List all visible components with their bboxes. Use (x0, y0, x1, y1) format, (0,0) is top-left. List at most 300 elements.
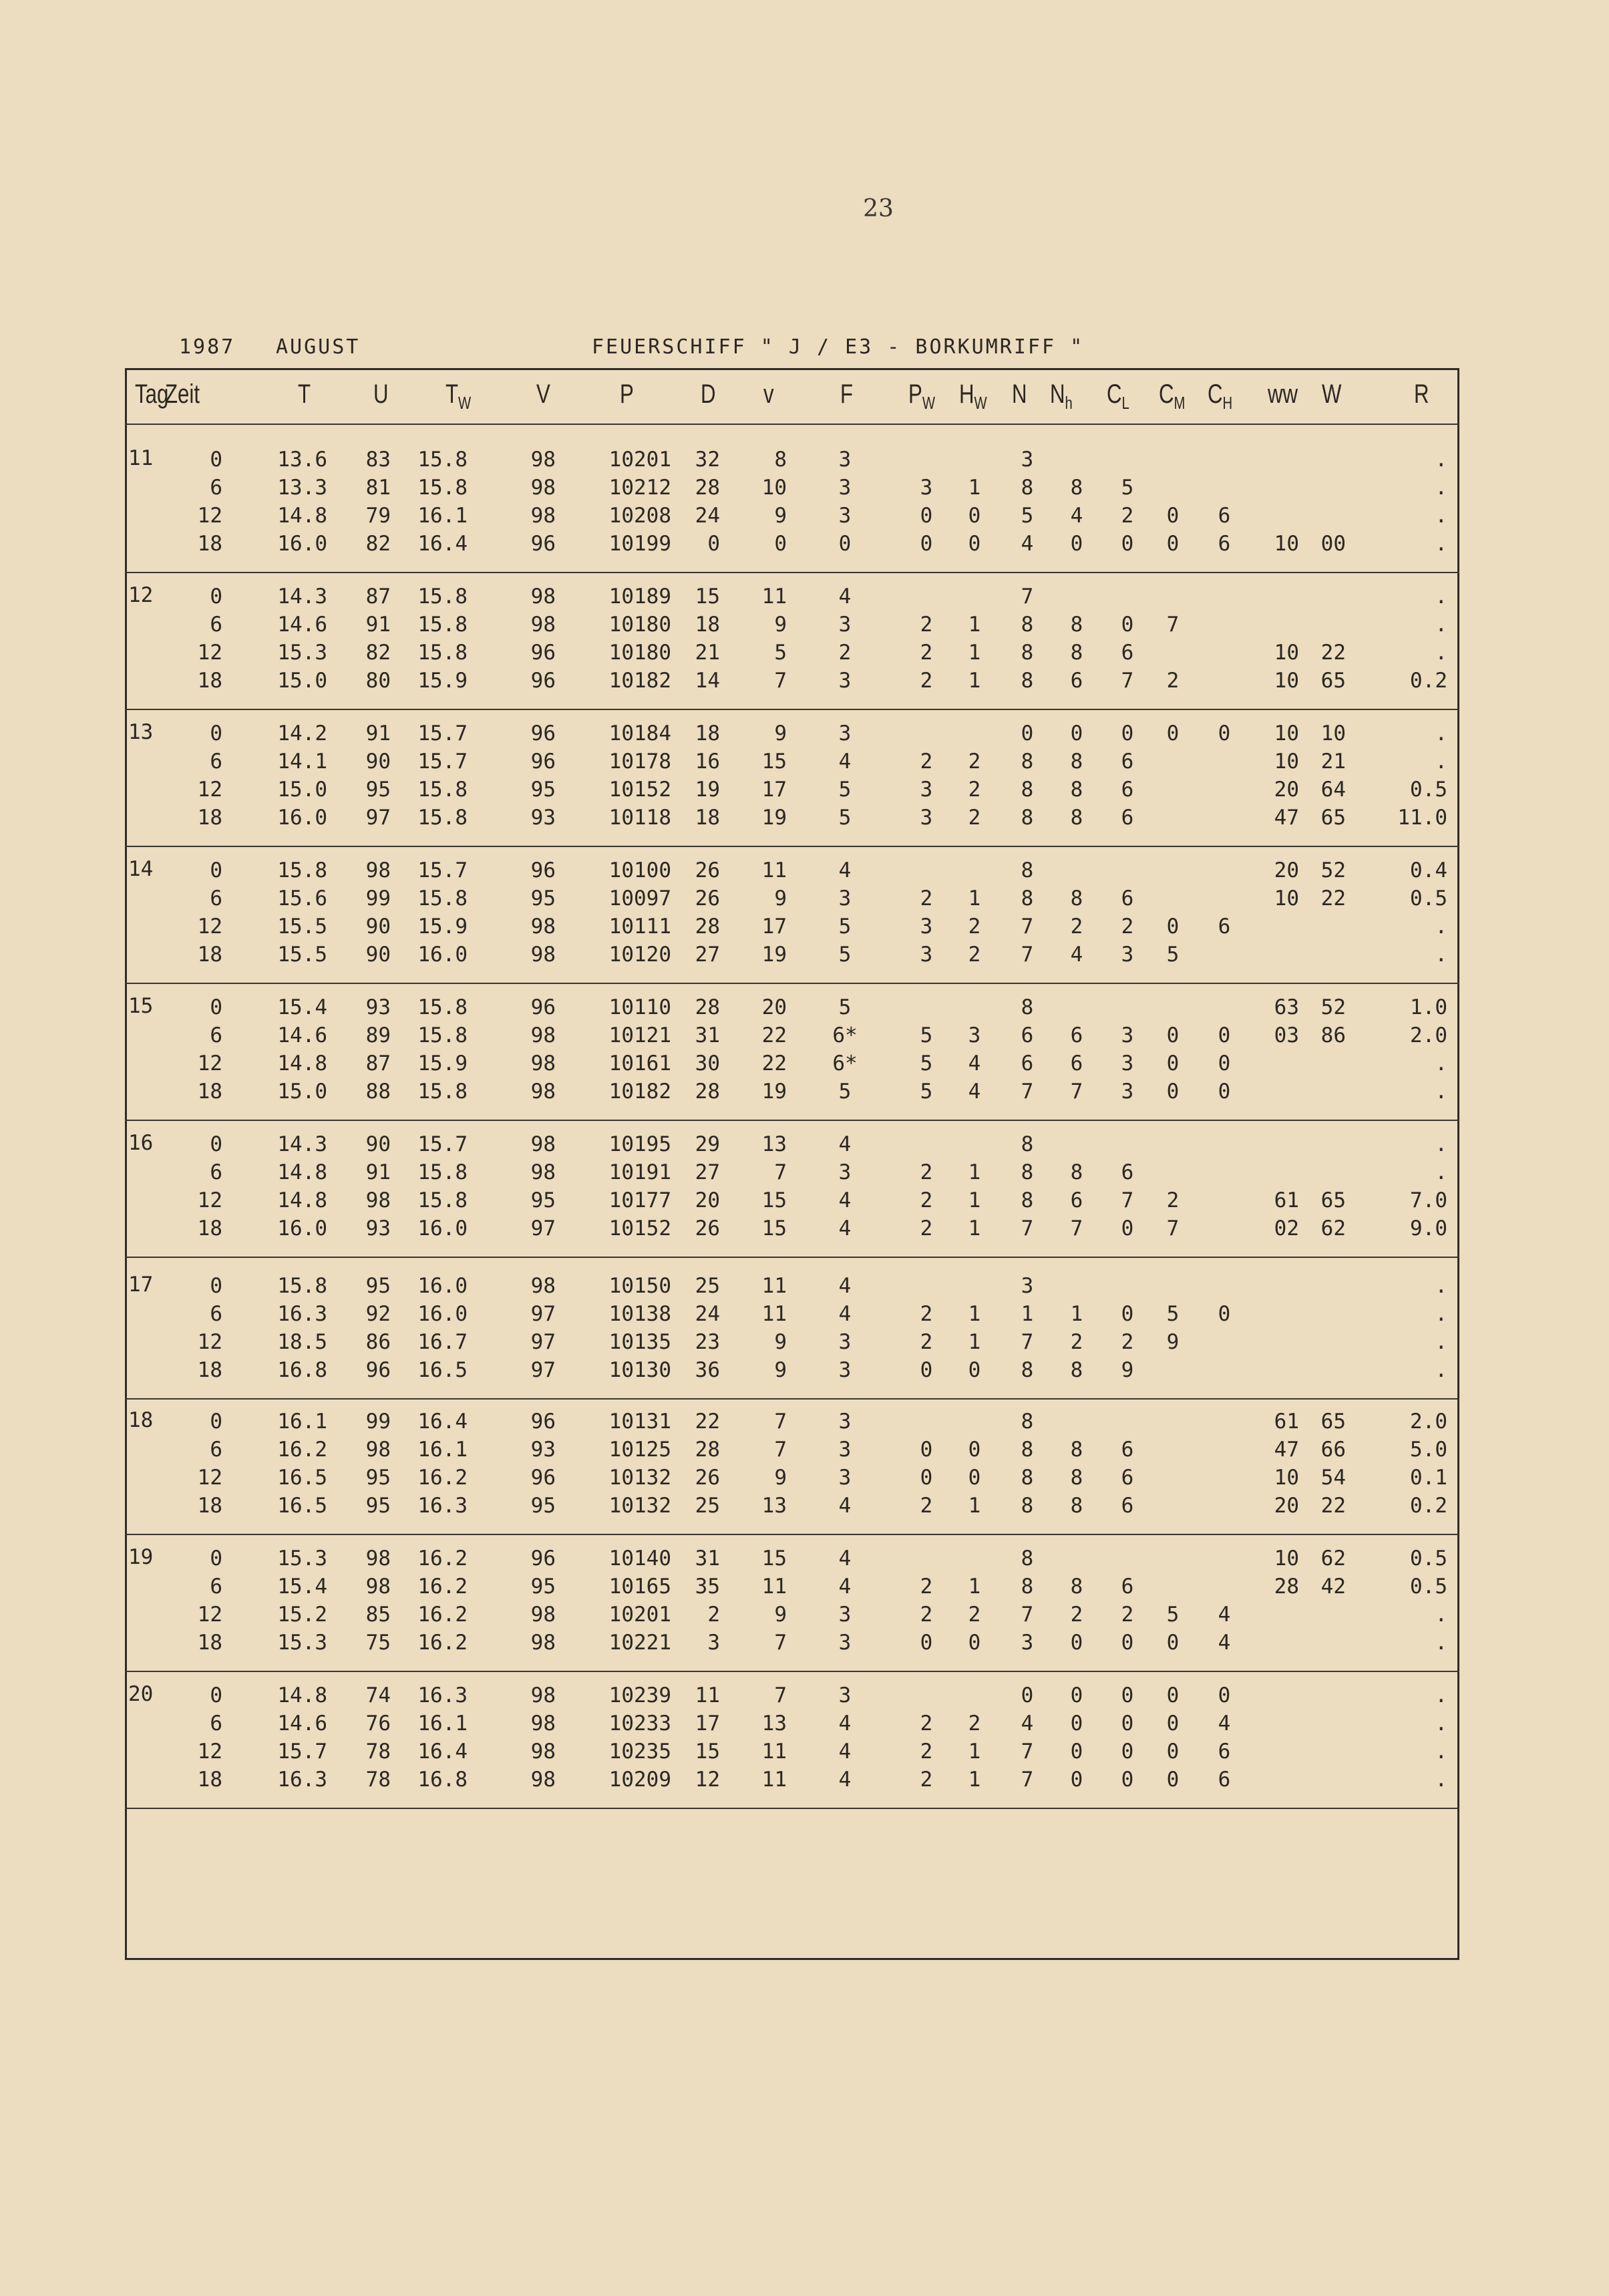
table-cell: 30 (695, 1051, 720, 1076)
table-cell: 16.2 (417, 1466, 468, 1490)
table-cell: 10131 (608, 1410, 671, 1434)
table-cell: 15.3 (277, 1546, 327, 1571)
table-cell: 10111 (608, 915, 671, 939)
table-cell: 0 (1218, 1302, 1231, 1326)
table-cell: 16.1 (417, 1438, 468, 1462)
table-cell: 62 (1320, 1546, 1346, 1571)
table-cell: 98 (530, 943, 556, 967)
table-cell: 2 (1121, 1330, 1134, 1354)
table-cell: 2 (1121, 915, 1134, 939)
table-cell: 2 (920, 750, 933, 774)
table-cell: 0 (1218, 1683, 1231, 1707)
table-cell: 10 (1274, 1466, 1299, 1490)
table-cell: 15.8 (417, 585, 468, 609)
table-cell: 99 (365, 1410, 391, 1434)
column-header: R (1414, 379, 1429, 409)
table-cell: 4 (1070, 504, 1083, 528)
table-cell: 0 (1070, 1740, 1083, 1764)
table-cell: 64 (1320, 778, 1346, 802)
table-cell: 5 (838, 943, 852, 967)
table-cell: 98 (365, 1188, 391, 1212)
table-cell: 90 (365, 750, 391, 774)
table-cell: . (1435, 1160, 1447, 1184)
table-cell: 15.8 (417, 1160, 468, 1184)
table-cell: 16.2 (417, 1603, 468, 1627)
table-cell: 2 (1166, 1188, 1180, 1212)
table-cell: 8 (774, 448, 787, 472)
table-cell: 7 (1166, 613, 1180, 637)
table-cell: 96 (530, 750, 556, 774)
table-cell: 6 (1021, 1023, 1034, 1047)
table-cell: 11 (761, 1575, 787, 1599)
table-cell: 2 (1166, 669, 1180, 693)
table-cell: 18 (197, 1768, 222, 1792)
table-cell: 0 (968, 1631, 981, 1655)
table-cell: 14.3 (277, 1132, 327, 1156)
table-cell: 98 (530, 1023, 556, 1047)
table-cell: 8 (1021, 1575, 1034, 1599)
table-cell: 0 (210, 1683, 222, 1707)
table-cell: 15.4 (277, 1575, 327, 1599)
table-cell: . (1435, 585, 1447, 609)
day-label: 14 (128, 857, 154, 881)
day-separator (125, 1120, 1459, 1121)
table-cell: 52 (1320, 858, 1346, 882)
table-cell: 1 (968, 1575, 981, 1599)
table-cell: 11 (761, 858, 787, 882)
table-cell: 16.3 (277, 1768, 327, 1792)
day-separator (125, 1257, 1459, 1258)
table-cell: 8 (1070, 1494, 1083, 1518)
table-cell: 10140 (608, 1546, 671, 1571)
table-cell: 2 (920, 1768, 933, 1792)
table-cell: 8 (1070, 1358, 1083, 1382)
table-cell: 7 (774, 1631, 787, 1655)
table-cell: 7 (774, 1438, 787, 1462)
table-cell: 15.9 (417, 669, 468, 693)
table-cell: 22 (1320, 641, 1346, 665)
table-cell: 00 (1320, 532, 1346, 556)
table-cell: 1 (968, 1302, 981, 1326)
day-separator (125, 983, 1459, 984)
table-cell: 2 (968, 806, 981, 830)
table-cell: 1 (968, 886, 981, 911)
table-cell: 18 (197, 1631, 222, 1655)
table-cell: 10201 (608, 1603, 671, 1627)
table-cell: 0 (1070, 532, 1083, 556)
table-cell: 87 (365, 585, 391, 609)
table-cell: 4 (838, 1546, 852, 1571)
table-cell: 2 (707, 1603, 720, 1627)
table-cell: 15.0 (277, 669, 327, 693)
day-label: 19 (128, 1545, 154, 1569)
table-cell: 83 (365, 448, 391, 472)
table-cell: 5 (838, 806, 852, 830)
table-cell: 16.3 (417, 1683, 468, 1707)
table-cell: 98 (530, 1740, 556, 1764)
table-cell: 8 (1070, 1438, 1083, 1462)
table-cell: 5 (920, 1080, 933, 1104)
table-cell: 42 (1320, 1575, 1346, 1599)
table-cell: 90 (365, 1132, 391, 1156)
table-cell: 95 (530, 886, 556, 911)
table-cell: 15.5 (277, 915, 327, 939)
table-cell: 5 (920, 1023, 933, 1047)
table-cell: 20 (1274, 858, 1299, 882)
table-cell: 65 (1320, 669, 1346, 693)
table-cell: 0.4 (1410, 858, 1447, 882)
table-cell: 8 (1021, 995, 1034, 1019)
table-cell: 3 (1121, 1080, 1134, 1104)
table-cell: 8 (1070, 1160, 1083, 1184)
table-cell: 0 (1166, 1051, 1180, 1076)
table-cell: 93 (530, 1438, 556, 1462)
header-month: AUGUST (276, 335, 361, 359)
table-cell: 31 (695, 1546, 720, 1571)
table-cell: 5 (1166, 1603, 1180, 1627)
table-cell: 97 (530, 1330, 556, 1354)
table-cell: 8 (1070, 886, 1083, 911)
table-cell: 16.2 (417, 1631, 468, 1655)
table-cell: 2 (968, 778, 981, 802)
table-cell: . (1435, 448, 1447, 472)
table-cell: 98 (530, 476, 556, 500)
table-cell: 10135 (608, 1330, 671, 1354)
table-cell: 3 (838, 1466, 852, 1490)
table-cell: 21 (695, 641, 720, 665)
table-cell: 14.6 (277, 1711, 327, 1736)
table-cell: 0 (1021, 721, 1034, 746)
table-cell: . (1435, 476, 1447, 500)
table-cell: 4 (838, 585, 852, 609)
table-cell: 15.8 (417, 778, 468, 802)
table-cell: 8 (1021, 1494, 1034, 1518)
table-cell: 26 (695, 1216, 720, 1241)
table-cell: 03 (1274, 1023, 1299, 1047)
table-cell: 3 (838, 1160, 852, 1184)
table-cell: 20 (761, 995, 787, 1019)
table-cell: 8 (1021, 1546, 1034, 1571)
table-cell: 90 (365, 943, 391, 967)
column-header: $P_W$ (908, 379, 935, 413)
table-cell: 0 (1166, 1740, 1180, 1764)
table-cell: 96 (530, 721, 556, 746)
table-cell: 6 (1070, 1051, 1083, 1076)
table-cell: 16.1 (417, 1711, 468, 1736)
table-cell: 0 (774, 532, 787, 556)
table-cell: 7 (1166, 1216, 1180, 1241)
table-cell: 3 (838, 1410, 852, 1434)
table-cell: 0 (210, 585, 222, 609)
table-cell: 9 (774, 613, 787, 637)
table-cell: 15 (761, 1546, 787, 1571)
table-cell: 3 (838, 1330, 852, 1354)
table-cell: 91 (365, 613, 391, 637)
table-cell: 29 (695, 1132, 720, 1156)
table-cell: 88 (365, 1080, 391, 1104)
table-cell: 15.3 (277, 641, 327, 665)
table-cell: 0.1 (1410, 1466, 1447, 1490)
table-cell: 22 (1320, 1494, 1346, 1518)
header-ship: FEUERSCHIFF " J / E3 - BORKUMRIFF " (592, 335, 1085, 359)
table-cell: 22 (695, 1410, 720, 1434)
table-cell: 9 (774, 1466, 787, 1490)
table-cell: 28 (695, 995, 720, 1019)
table-cell: 0.2 (1410, 669, 1447, 693)
table-cell: . (1435, 1302, 1447, 1326)
table-cell: 98 (365, 1575, 391, 1599)
table-cell: 5 (1121, 476, 1134, 500)
table-cell: 0 (707, 532, 720, 556)
table-cell: 95 (530, 778, 556, 802)
day-label: 18 (128, 1408, 154, 1432)
table-cell: . (1435, 1711, 1447, 1736)
table-cell: 17 (761, 915, 787, 939)
table-cell: 16.5 (417, 1358, 468, 1382)
table-cell: 12 (197, 1051, 222, 1076)
table-cell: 98 (530, 1768, 556, 1792)
table-cell: 16.3 (417, 1494, 468, 1518)
table-cell: 12 (197, 915, 222, 939)
table-cell: 15.8 (417, 1188, 468, 1212)
table-cell: 0 (1121, 1302, 1134, 1326)
table-cell: 4 (838, 1575, 852, 1599)
table-cell: 15.6 (277, 886, 327, 911)
table-cell: 98 (530, 1132, 556, 1156)
table-cell: . (1435, 721, 1447, 746)
table-cell: 96 (530, 532, 556, 556)
table-cell: 15.8 (417, 476, 468, 500)
table-cell: 0 (1121, 1216, 1134, 1241)
table-cell: 4 (1218, 1631, 1231, 1655)
table-cell: 2 (920, 886, 933, 911)
table-cell: 7 (774, 1410, 787, 1434)
table-cell: 0.5 (1410, 1575, 1447, 1599)
table-cell: 7 (1021, 1080, 1034, 1104)
table-cell: 6 (1218, 915, 1231, 939)
table-cell: 10100 (608, 858, 671, 882)
column-header: $C_L$ (1107, 379, 1129, 413)
table-cell: 10191 (608, 1160, 671, 1184)
table-cell: 98 (365, 1546, 391, 1571)
table-cell: 0 (968, 532, 981, 556)
day-separator (125, 846, 1459, 847)
table-cell: 8 (1021, 1410, 1034, 1434)
column-header: Zeit (165, 379, 200, 409)
table-cell: 15.8 (417, 1023, 468, 1047)
table-cell: 0 (1218, 721, 1231, 746)
table-cell: 63 (1274, 995, 1299, 1019)
table-cell: 0 (1121, 1683, 1134, 1707)
table-cell: 7 (1021, 1330, 1034, 1354)
table-cell: 16.8 (277, 1358, 327, 1382)
table-cell: 15.8 (417, 1080, 468, 1104)
table-cell: 7 (1021, 585, 1034, 609)
column-header: $C_H$ (1208, 379, 1233, 413)
table-cell: 6* (832, 1051, 858, 1076)
table-cell: 15 (695, 1740, 720, 1764)
table-cell: 4 (968, 1080, 981, 1104)
table-cell: 10165 (608, 1575, 671, 1599)
table-cell: 15.8 (417, 995, 468, 1019)
table-cell: 15.3 (277, 1631, 327, 1655)
table-cell: 89 (365, 1023, 391, 1047)
table-cell: 6 (1121, 750, 1134, 774)
table-cell: 0 (1121, 721, 1134, 746)
table-cell: 3 (838, 721, 852, 746)
table-cell: 95 (530, 1494, 556, 1518)
table-cell: 8 (1021, 613, 1034, 637)
table-cell: 15.0 (277, 778, 327, 802)
table-cell: 8 (1021, 1358, 1034, 1382)
table-cell: 6 (1021, 1051, 1034, 1076)
table-cell: 0 (1166, 1711, 1180, 1736)
table-cell: 2.0 (1410, 1023, 1447, 1047)
table-cell: 13 (761, 1132, 787, 1156)
table-cell: 10177 (608, 1188, 671, 1212)
table-cell: 91 (365, 1160, 391, 1184)
table-cell: 8 (1021, 1132, 1034, 1156)
table-cell: 4 (838, 1274, 852, 1298)
table-cell: 8 (1070, 750, 1083, 774)
table-cell: 15.4 (277, 995, 327, 1019)
table-cell: 54 (1320, 1466, 1346, 1490)
table-cell: 20 (1274, 1494, 1299, 1518)
table-cell: 8 (1070, 476, 1083, 500)
table-cell: 2 (1070, 915, 1083, 939)
table-cell: 2 (1070, 1330, 1083, 1354)
table-cell: 2 (920, 1575, 933, 1599)
table-cell: . (1435, 1768, 1447, 1792)
table-cell: 10239 (608, 1683, 671, 1707)
table-cell: 8 (1070, 806, 1083, 830)
table-cell: 12 (197, 1466, 222, 1490)
table-cell: 1 (968, 1494, 981, 1518)
table-cell: 16.5 (277, 1466, 327, 1490)
table-cell: 1 (968, 476, 981, 500)
table-cell: 10180 (608, 641, 671, 665)
table-cell: 1 (968, 613, 981, 637)
column-header: U (373, 379, 389, 409)
table-cell: 21 (1320, 750, 1346, 774)
table-cell: . (1435, 1330, 1447, 1354)
table-cell: 28 (695, 915, 720, 939)
table-cell: 81 (365, 476, 391, 500)
table-cell: 0 (210, 1546, 222, 1571)
table-cell: . (1435, 1631, 1447, 1655)
table-cell: 0 (1070, 1711, 1083, 1736)
table-cell: 6 (1218, 1768, 1231, 1792)
table-cell: 2 (1121, 504, 1134, 528)
table-cell: 10178 (608, 750, 671, 774)
table-cell: 0 (968, 504, 981, 528)
table-cell: 61 (1274, 1188, 1299, 1212)
day-label: 11 (128, 446, 154, 470)
table-cell: 0 (1166, 1631, 1180, 1655)
table-cell: 7 (1021, 1768, 1034, 1792)
table-cell: 14.6 (277, 1023, 327, 1047)
table-cell: 10 (1274, 1546, 1299, 1571)
table-cell: 10 (1274, 532, 1299, 556)
table-cell: 5 (838, 995, 852, 1019)
table-cell: 16.2 (277, 1438, 327, 1462)
table-cell: 2 (920, 613, 933, 637)
table-cell: 9.0 (1410, 1216, 1447, 1241)
day-label: 15 (128, 994, 154, 1018)
table-cell: 96 (530, 995, 556, 1019)
table-cell: 18 (197, 1080, 222, 1104)
table-cell: 7 (1021, 1740, 1034, 1764)
table-cell: 18.5 (277, 1330, 327, 1354)
table-cell: 10097 (608, 886, 671, 911)
table-cell: 13.3 (277, 476, 327, 500)
table-cell: 0 (1166, 504, 1180, 528)
table-cell: 19 (695, 778, 720, 802)
table-cell: 3 (920, 778, 933, 802)
table-cell: 2 (968, 1603, 981, 1627)
table-cell: 2 (920, 1216, 933, 1241)
table-cell: 16.0 (417, 1216, 468, 1241)
table-cell: 10161 (608, 1051, 671, 1076)
table-cell: 13 (761, 1494, 787, 1518)
table-cell: 9 (774, 1358, 787, 1382)
table-cell: 0 (1021, 1683, 1034, 1707)
table-cell: 82 (365, 641, 391, 665)
table-cell: 14.8 (277, 1051, 327, 1076)
table-cell: 12 (695, 1768, 720, 1792)
table-cell: 95 (365, 1466, 391, 1490)
table-cell: 15.8 (417, 448, 468, 472)
table-cell: 28 (1274, 1575, 1299, 1599)
table-cell: 8 (1021, 1160, 1034, 1184)
table-cell: 8 (1070, 641, 1083, 665)
table-cell: 0 (1070, 1768, 1083, 1792)
table-cell: 32 (695, 448, 720, 472)
table-cell: 4 (838, 750, 852, 774)
table-cell: 98 (530, 448, 556, 472)
table-cell: 0 (920, 1358, 933, 1382)
day-separator (125, 1398, 1459, 1400)
table-cell: 96 (530, 1466, 556, 1490)
table-cell: 2 (920, 641, 933, 665)
column-header: F (840, 379, 854, 409)
table-cell: 5 (838, 778, 852, 802)
table-cell: 5 (838, 915, 852, 939)
table-cell: 7 (1121, 669, 1134, 693)
day-separator (125, 709, 1459, 710)
table-cell: 31 (695, 1023, 720, 1047)
table-cell: 14.8 (277, 504, 327, 528)
table-cell: 3 (1121, 1023, 1134, 1047)
table-cell: 85 (365, 1603, 391, 1627)
table-cell: 66 (1320, 1438, 1346, 1462)
table-cell: 0 (210, 721, 222, 746)
table-cell: 13 (761, 1711, 787, 1736)
table-cell: 16.0 (277, 532, 327, 556)
table-cell: 12 (197, 504, 222, 528)
table-cell: 98 (530, 915, 556, 939)
table-cell: 26 (695, 886, 720, 911)
table-cell: . (1435, 943, 1447, 967)
table-cell: 15.9 (417, 915, 468, 939)
table-cell: 0 (1166, 1683, 1180, 1707)
table-cell: 18 (197, 1494, 222, 1518)
table-cell: 10212 (608, 476, 671, 500)
table-cell: 93 (365, 995, 391, 1019)
table-cell: 98 (365, 1438, 391, 1462)
table-cell: 1 (968, 1188, 981, 1212)
day-label: 12 (128, 583, 154, 607)
